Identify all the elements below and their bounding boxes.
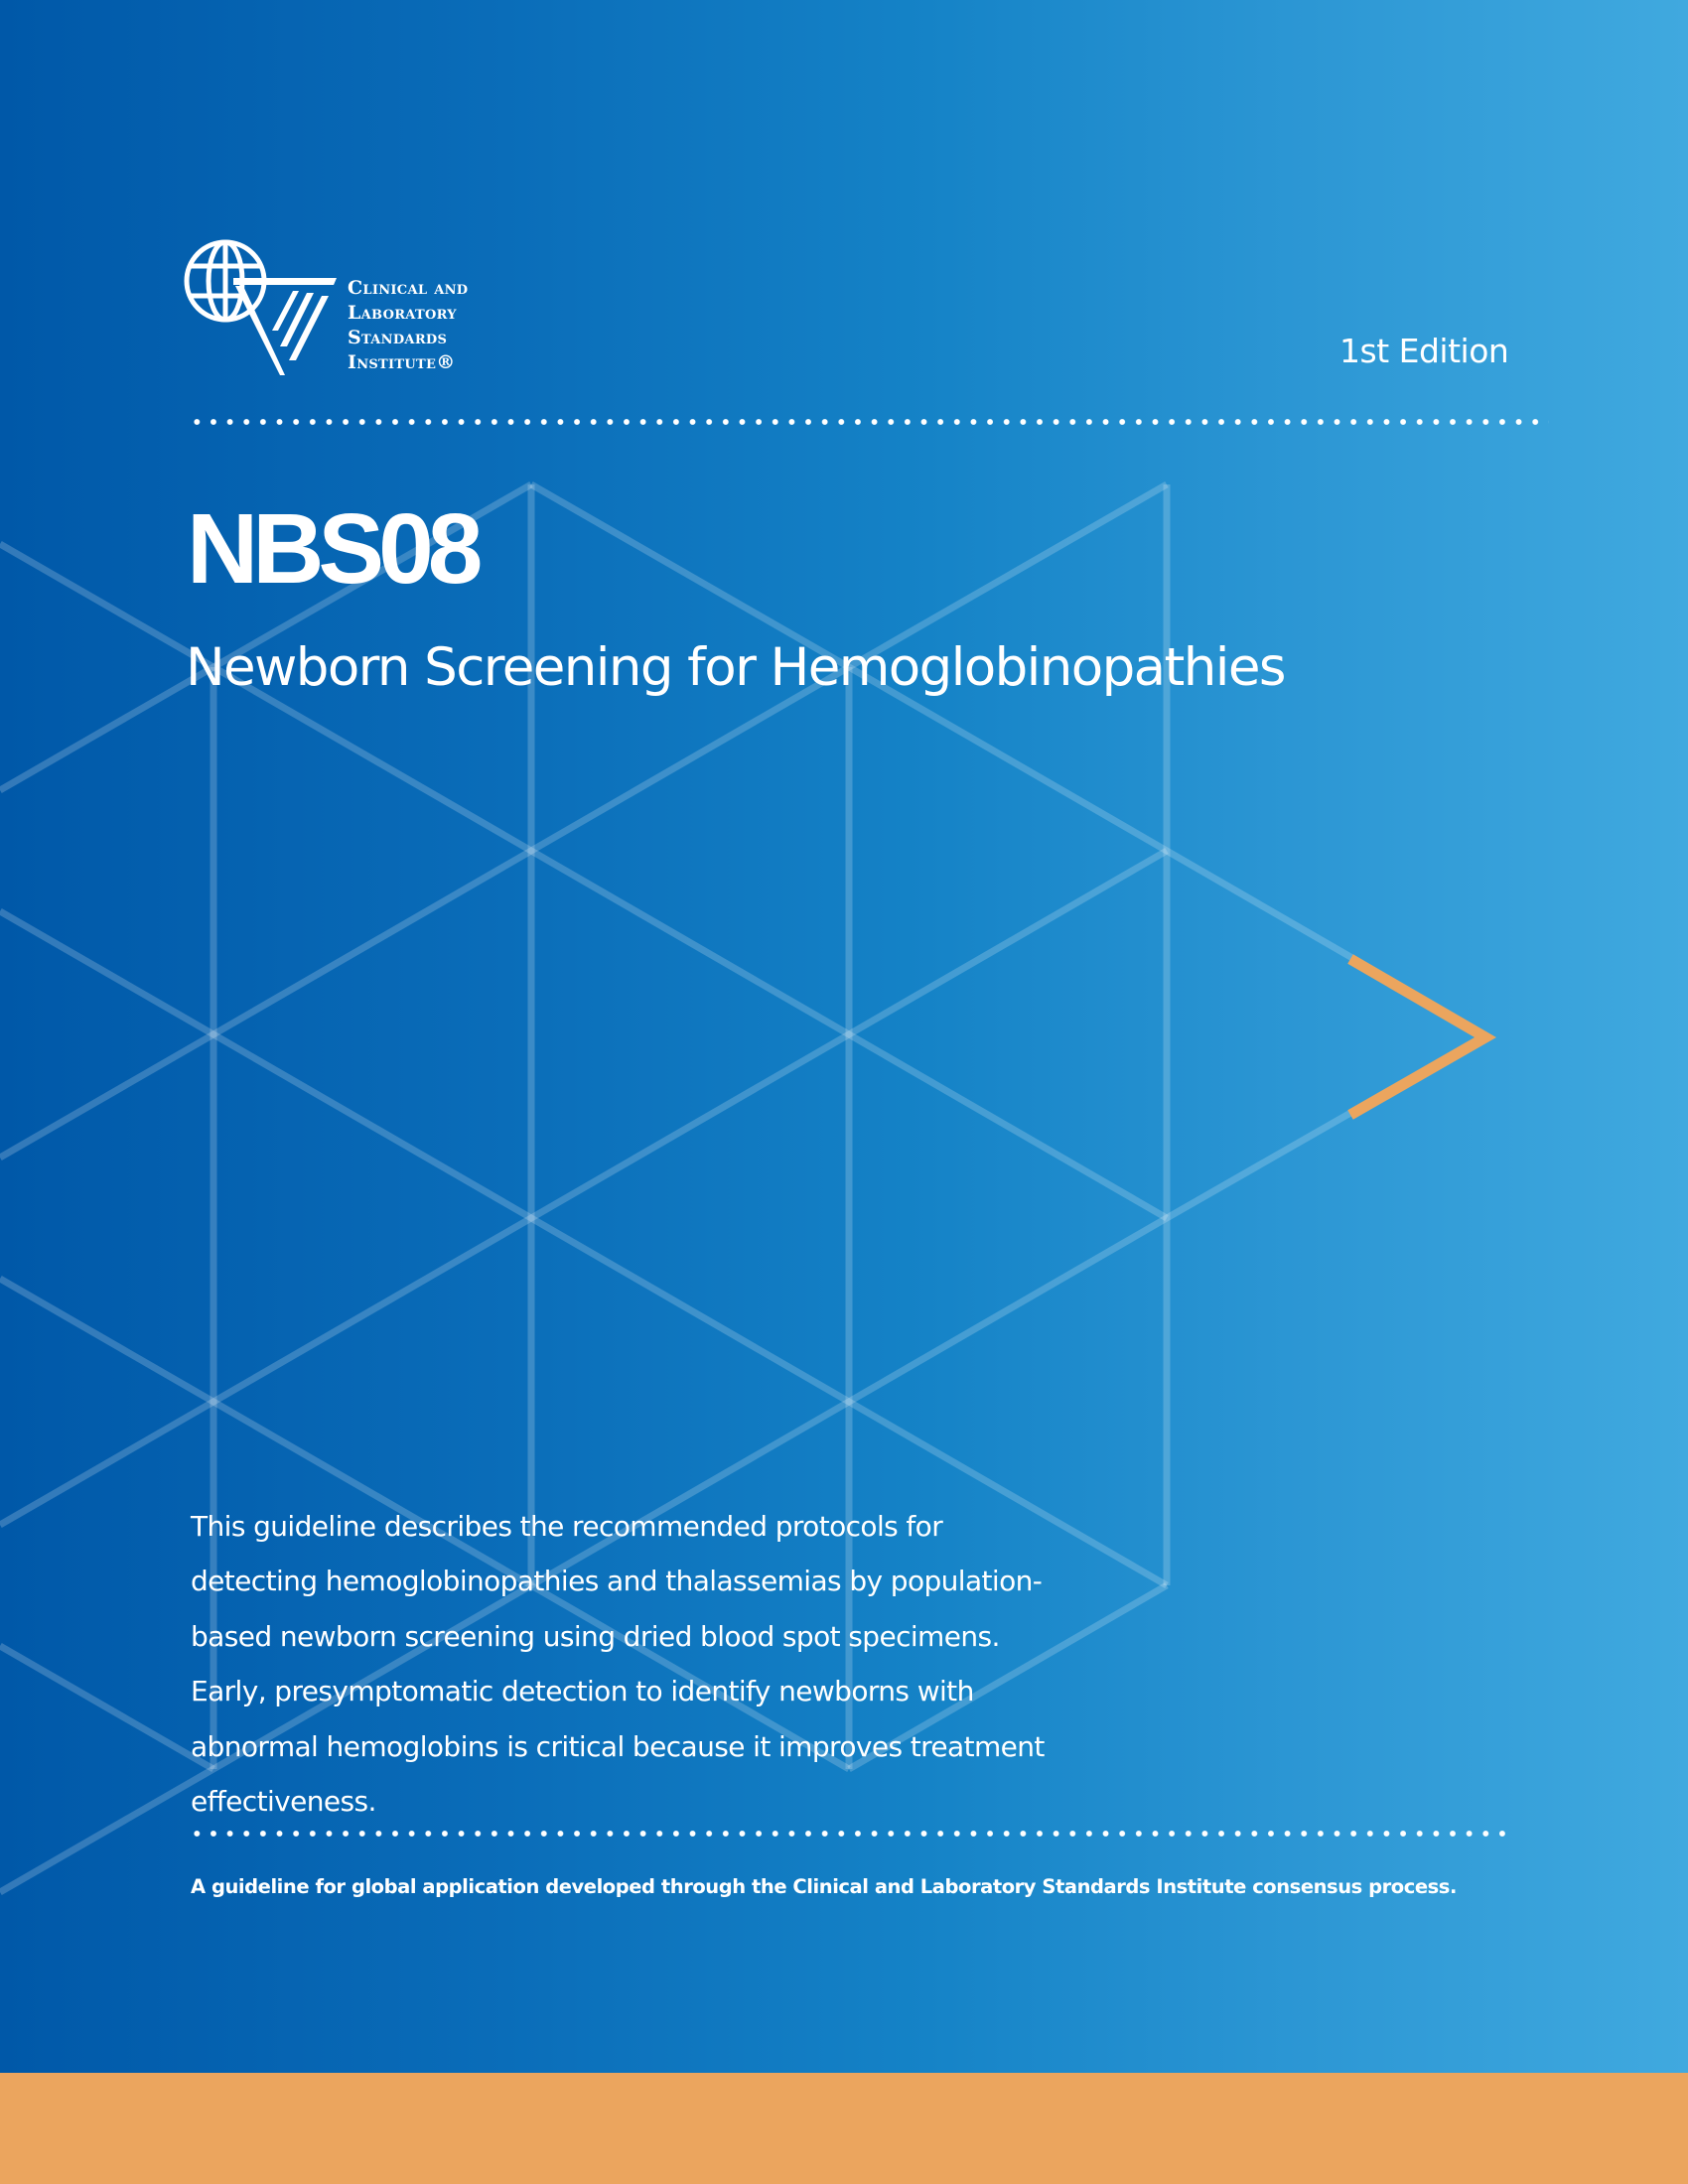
consensus-footnote: A guideline for global application developed through the Clinical and Laboratory Standards Institute consensus process. xyxy=(191,1875,1457,1898)
clsi-logo xyxy=(182,236,539,385)
orange-footer-band xyxy=(0,2073,1688,2184)
description-line: based newborn screening using dried blood spot specimens. xyxy=(191,1619,1000,1653)
document-description xyxy=(191,1499,1184,1829)
description-line: abnormal hemoglobins is critical because it improves treatment xyxy=(191,1729,1045,1763)
dotted-divider-bottom xyxy=(189,1831,1510,1837)
description-line: This guideline describes the recommended protocols for xyxy=(191,1510,943,1543)
globe-triangle-logo-icon xyxy=(182,236,341,385)
publisher-name-line: Standards xyxy=(348,327,448,348)
description-line: detecting hemoglobinopathies and thalassemias by population- xyxy=(191,1565,1043,1598)
description-line: effectiveness. xyxy=(191,1785,376,1819)
description-line: Early, presymptomatic detection to identify newborns with xyxy=(191,1675,974,1708)
publisher-name xyxy=(348,276,468,375)
publisher-name-line: Laboratory xyxy=(348,302,457,324)
document-title: Newborn Screening for Hemoglobinopathies xyxy=(186,637,1285,698)
edition-label: 1st Edition xyxy=(1339,332,1509,370)
publisher-name-line: Institute® xyxy=(348,351,456,373)
publisher-name-line: Clinical and xyxy=(348,277,469,299)
dotted-divider-top xyxy=(189,419,1549,425)
document-code: NBS08 xyxy=(187,493,478,605)
